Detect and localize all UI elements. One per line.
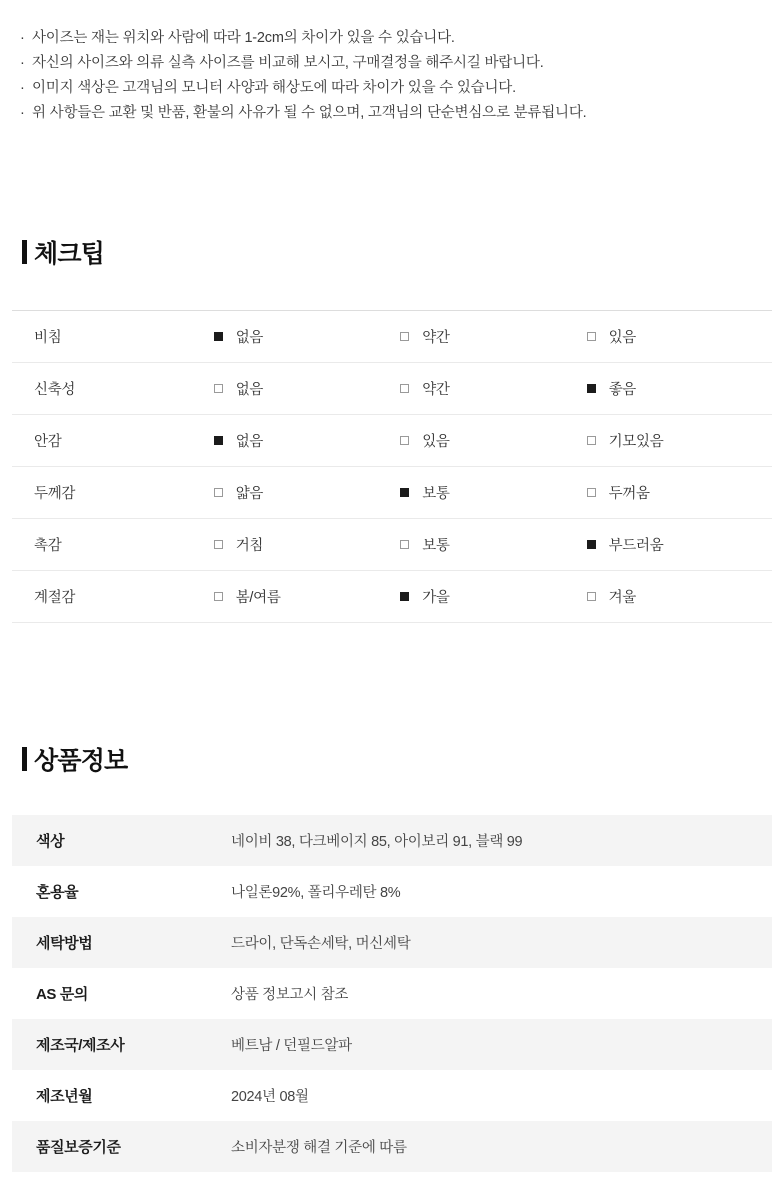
check-row-label: 신축성 [34, 382, 76, 398]
heading-bar-icon [22, 240, 27, 264]
notice-item [20, 51, 768, 76]
info-row-value: 상품 정보고시 참조 [227, 968, 772, 1019]
notice-text: 위 사항들은 교환 및 반품, 환불의 사유가 될 수 없으며, 고객님의 단순변심으로 분류됩니다. [32, 105, 587, 121]
check-option-inner [214, 326, 399, 347]
check-option-label: 보통 [422, 486, 450, 502]
bullet-icon: · [20, 105, 25, 121]
checkbox-unchecked-icon [587, 592, 596, 601]
bullet-icon: · [20, 30, 25, 46]
check-option-label: 가을 [422, 590, 450, 606]
check-option [399, 467, 585, 519]
checkbox-unchecked-icon [400, 540, 409, 549]
table-row [12, 363, 772, 415]
check-option-label: 부드러움 [608, 538, 664, 554]
table-row [12, 1070, 772, 1121]
info-row-value: 2024년 08월 [227, 1070, 772, 1121]
check-option-inner [587, 326, 771, 347]
check-option-inner [587, 482, 771, 503]
check-option-inner [587, 534, 771, 555]
check-option-inner [587, 378, 771, 399]
check-option [399, 415, 585, 467]
checkbox-unchecked-icon [587, 332, 596, 341]
check-option-inner [214, 430, 399, 451]
check-option-label: 기모있음 [608, 434, 664, 450]
check-tip-table [12, 310, 772, 623]
checkbox-checked-icon [587, 384, 596, 393]
check-option [213, 363, 400, 415]
table-row [12, 866, 772, 917]
notice-list [12, 0, 768, 126]
table-row [12, 815, 772, 866]
check-option-label: 없음 [235, 330, 264, 346]
check-option-label: 봄/여름 [235, 590, 281, 606]
checkbox-unchecked-icon [587, 436, 596, 445]
check-option-label: 얇음 [235, 486, 264, 502]
notice-item [20, 26, 768, 51]
check-option-inner [214, 482, 399, 503]
checkbox-unchecked-icon [400, 436, 409, 445]
check-option [586, 519, 772, 571]
check-option-inner [214, 586, 399, 607]
info-row-key: 색상 [12, 815, 227, 866]
check-option [213, 415, 400, 467]
table-row [12, 968, 772, 1019]
check-option-label: 겨울 [608, 590, 637, 606]
info-row-value: 소비자분쟁 해결 기준에 따름 [227, 1121, 772, 1172]
info-row-key: 제조국/제조사 [12, 1019, 227, 1070]
check-option [399, 571, 585, 623]
bullet-icon: · [20, 80, 25, 96]
info-row-value: 드라이, 단독손세탁, 머신세탁 [227, 917, 772, 968]
checkbox-unchecked-icon [214, 488, 223, 497]
info-row-key: 제조년월 [12, 1070, 227, 1121]
check-option [586, 467, 772, 519]
checkbox-checked-icon [214, 332, 223, 341]
check-option-inner [400, 534, 584, 555]
table-row [12, 519, 772, 571]
info-row-key: AS 문의 [12, 968, 227, 1019]
check-option-label: 좋음 [608, 382, 637, 398]
table-row [12, 917, 772, 968]
checkbox-checked-icon [587, 540, 596, 549]
check-option-inner [214, 534, 399, 555]
product-info-heading [22, 741, 768, 777]
check-option-inner [214, 378, 399, 399]
table-row [12, 1019, 772, 1070]
check-option-inner [587, 430, 771, 451]
check-row-label: 안감 [34, 434, 62, 450]
checkbox-unchecked-icon [400, 332, 409, 341]
checkbox-checked-icon [400, 592, 409, 601]
check-option [399, 311, 585, 363]
check-option-label: 있음 [608, 330, 637, 346]
checkbox-unchecked-icon [587, 488, 596, 497]
table-row [12, 467, 772, 519]
checkbox-checked-icon [400, 488, 409, 497]
notice-text: 사이즈는 재는 위치와 사람에 따라 1-2cm의 차이가 있을 수 있습니다. [32, 30, 455, 46]
info-row-value: 베트남 / 던필드알파 [227, 1019, 772, 1070]
product-info-table [12, 815, 772, 1172]
check-row-label: 촉감 [34, 538, 62, 554]
check-option-inner [400, 430, 584, 451]
checkbox-unchecked-icon [400, 384, 409, 393]
notice-text: 자신의 사이즈와 의류 실측 사이즈를 비교해 보시고, 구매결정을 해주시길 바랍니다. [32, 55, 544, 71]
info-row-key: 혼용율 [12, 866, 227, 917]
check-option [399, 363, 585, 415]
checkbox-checked-icon [214, 436, 223, 445]
product-info-title: 상품정보 [34, 747, 128, 775]
table-row [12, 571, 772, 623]
table-row [12, 311, 772, 363]
check-option-inner [400, 326, 584, 347]
check-option-inner [400, 586, 584, 607]
check-option [213, 311, 400, 363]
check-option [213, 571, 400, 623]
check-option-inner [400, 482, 584, 503]
check-option-label: 약간 [422, 382, 450, 398]
notice-item [20, 76, 768, 101]
checkbox-unchecked-icon [214, 592, 223, 601]
check-option [213, 467, 400, 519]
check-tip-title: 체크팁 [34, 240, 105, 268]
check-option-label: 없음 [235, 434, 264, 450]
check-option [213, 519, 400, 571]
notice-text: 이미지 색상은 고객님의 모니터 사양과 해상도에 따라 차이가 있을 수 있습니다. [32, 80, 516, 96]
info-row-key: 세탁방법 [12, 917, 227, 968]
check-option-label: 없음 [235, 382, 264, 398]
checkbox-unchecked-icon [214, 384, 223, 393]
check-option-label: 있음 [422, 434, 450, 450]
check-option-label: 거침 [235, 538, 264, 554]
check-tip-heading [22, 234, 768, 270]
check-option [586, 415, 772, 467]
table-row [12, 415, 772, 467]
heading-bar-icon [22, 747, 27, 771]
bullet-icon: · [20, 55, 25, 71]
check-option [586, 363, 772, 415]
check-option-label: 두꺼움 [608, 486, 650, 502]
checkbox-unchecked-icon [214, 540, 223, 549]
check-option-label: 보통 [422, 538, 450, 554]
check-option [586, 571, 772, 623]
check-row-label: 두께감 [34, 486, 76, 502]
table-row [12, 1121, 772, 1172]
info-row-value: 나일론92%, 폴리우레탄 8% [227, 866, 772, 917]
check-row-label: 계절감 [34, 590, 76, 606]
info-row-value: 네이비 38, 다크베이지 85, 아이보리 91, 블랙 99 [227, 815, 772, 866]
check-option-inner [400, 378, 584, 399]
check-option [586, 311, 772, 363]
check-option [399, 519, 585, 571]
info-row-key: 품질보증기준 [12, 1121, 227, 1172]
check-option-inner [587, 586, 771, 607]
notice-item [20, 101, 768, 126]
check-row-label: 비침 [34, 330, 62, 346]
check-option-label: 약간 [422, 330, 450, 346]
